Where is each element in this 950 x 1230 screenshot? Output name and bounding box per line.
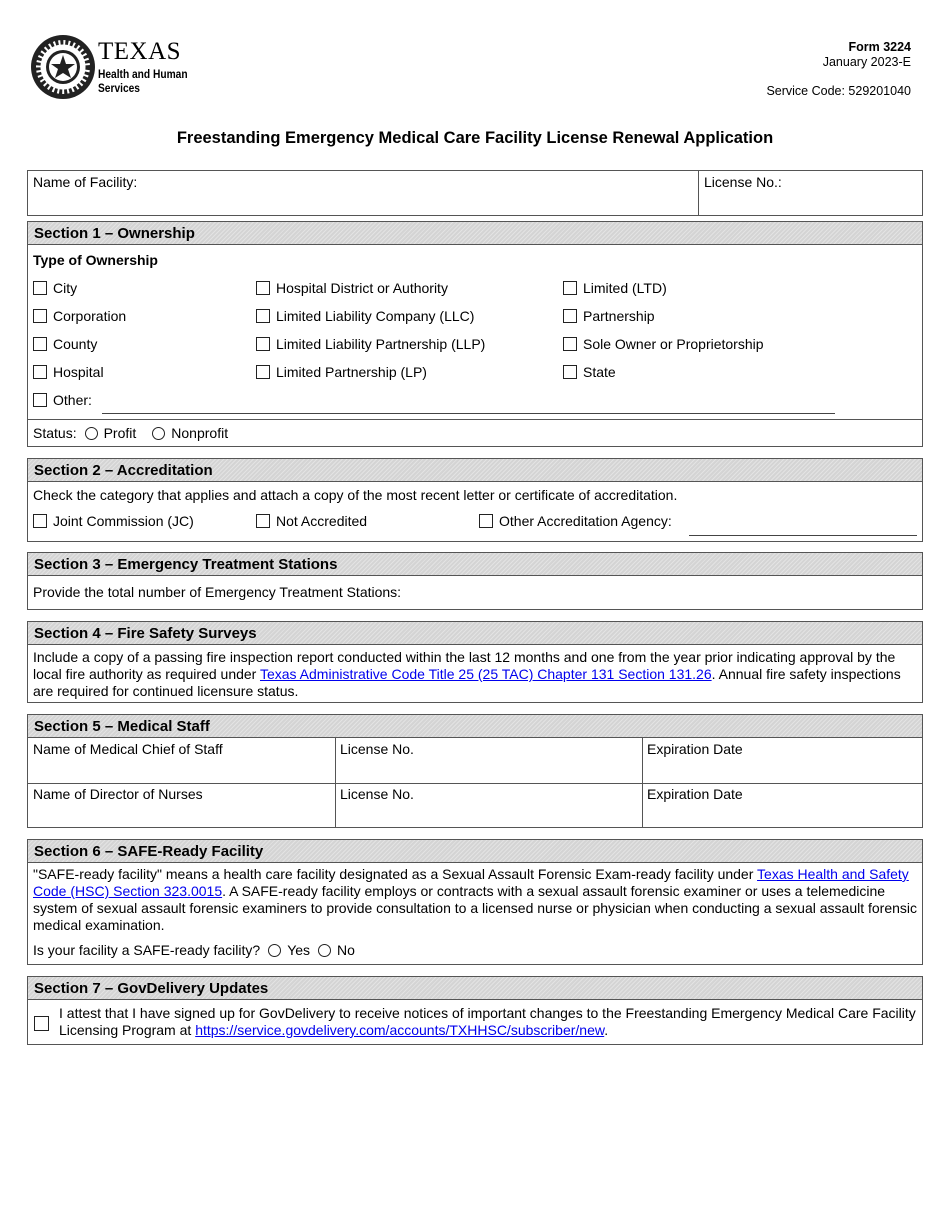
radio-yes[interactable]: [260, 942, 310, 958]
checkbox-ltd[interactable]: [563, 280, 667, 296]
safe-ready-question-row: [33, 942, 355, 958]
form-meta: [823, 40, 911, 70]
checkbox-label: Limited Liability Partnership (LLP): [276, 336, 486, 352]
checkbox-icon[interactable]: [33, 393, 47, 407]
hhs-logo: [30, 34, 200, 102]
section-3-header: Section 3 – Emergency Treatment Stations: [27, 552, 923, 576]
checkbox-sole-owner[interactable]: [563, 336, 764, 352]
radio-icon[interactable]: [152, 427, 165, 440]
facility-license-label: License No.:: [704, 174, 782, 190]
logo-texas-text: TEXAS: [98, 38, 182, 65]
section-6-body: [27, 862, 923, 965]
radio-icon[interactable]: [268, 944, 281, 957]
checkbox-label: Not Accredited: [276, 513, 368, 529]
checkbox-icon[interactable]: [33, 365, 47, 379]
chief-of-staff-label: Name of Medical Chief of Staff: [33, 741, 223, 757]
safe-ready-text-b: . A SAFE-ready facility employs or contracts with a sexual assault forensic examiner or uses a telemedicine system of sexual assault forensic examiners to provide consultation to a licensed nurse or physician when conducting a sexual assault forensic medical examination.: [33, 883, 918, 933]
checkbox-icon[interactable]: [33, 337, 47, 351]
checkbox-joint-commission[interactable]: [33, 513, 194, 529]
checkbox-corporation[interactable]: [33, 308, 126, 324]
safe-ready-question: Is your facility a SAFE-ready facility?: [33, 942, 261, 958]
section-5-header: Section 5 – Medical Staff: [27, 714, 923, 738]
checkbox-icon[interactable]: [33, 281, 47, 295]
checkbox-not-accredited[interactable]: [256, 513, 367, 529]
form-number: Form 3224: [848, 40, 911, 54]
checkbox-icon[interactable]: [33, 309, 47, 323]
radio-label: Yes: [287, 942, 311, 958]
radio-label: No: [337, 942, 355, 958]
checkbox-llc[interactable]: [256, 308, 474, 324]
checkbox-label: Limited Liability Company (LLC): [276, 308, 475, 324]
checkbox-hospital-district[interactable]: [256, 280, 448, 296]
checkbox-icon[interactable]: [479, 514, 493, 528]
texas-seal-icon: [30, 34, 96, 100]
checkbox-label: Joint Commission (JC): [53, 513, 194, 529]
accreditation-instruction: Check the category that applies and attach a copy of the most recent letter or certificate of accreditation.: [33, 487, 678, 503]
safe-ready-text-a: "SAFE-ready facility" means a health care facility designated as a Sexual Assault Forensic Exam-ready facility under: [33, 866, 758, 882]
checkbox-icon[interactable]: [256, 309, 270, 323]
checkbox-state[interactable]: [563, 364, 616, 380]
checkbox-city[interactable]: [33, 280, 77, 296]
checkbox-partnership[interactable]: [563, 308, 655, 324]
facility-row: [27, 170, 923, 216]
checkbox-label: Hospital District or Authority: [276, 280, 448, 296]
status-label: Status:: [33, 425, 77, 441]
checkbox-other[interactable]: [33, 392, 92, 408]
radio-label: Nonprofit: [171, 425, 229, 441]
checkbox-label: Partnership: [583, 308, 655, 324]
checkbox-other-agency[interactable]: [479, 513, 672, 529]
section-7-header: Section 7 – GovDelivery Updates: [27, 976, 923, 1000]
page-title: Freestanding Emergency Medical Care Facility License Renewal Application: [176, 129, 774, 147]
safe-ready-text: [33, 866, 919, 934]
chief-license-label: License No.: [340, 741, 414, 757]
logo-line-1: Health and Human: [98, 67, 188, 81]
checkbox-icon[interactable]: [256, 337, 270, 351]
checkbox-label: County: [53, 336, 98, 352]
checkbox-icon[interactable]: [563, 365, 577, 379]
govdelivery-text-b: .: [604, 1022, 609, 1038]
section-6-header: Section 6 – SAFE-Ready Facility: [27, 839, 923, 863]
treatment-stations-prompt: Provide the total number of Emergency Treatment Stations:: [33, 584, 402, 600]
fire-safety-text-a: Include a copy of a passing fire inspection report conducted within the last 12 months and one from the year prior indicating approval by the local fire authority as required under: [33, 649, 896, 682]
radio-nonprofit[interactable]: [144, 425, 228, 441]
checkbox-label: Other Accreditation Agency:: [499, 513, 672, 529]
chief-expiration-label: Expiration Date: [647, 741, 743, 757]
fire-safety-text: [33, 649, 913, 700]
checkbox-icon[interactable]: [256, 281, 270, 295]
ownership-type-label: Type of Ownership: [33, 252, 158, 268]
checkbox-county[interactable]: [33, 336, 97, 352]
radio-icon[interactable]: [85, 427, 98, 440]
checkbox-label: Sole Owner or Proprietorship: [583, 336, 764, 352]
logo-line-2: Services: [98, 81, 140, 95]
section-2-header: Section 2 – Accreditation: [27, 458, 923, 482]
checkbox-label: Hospital: [53, 364, 104, 380]
divider: [28, 419, 922, 420]
checkbox-icon[interactable]: [256, 365, 270, 379]
govdelivery-text: [59, 1005, 919, 1039]
section-1-header: Section 1 – Ownership: [27, 221, 923, 245]
director-expiration-label: Expiration Date: [647, 786, 743, 802]
checkbox-label: City: [53, 280, 78, 296]
divider: [698, 171, 699, 215]
radio-no[interactable]: [310, 942, 355, 958]
section-1-body: [27, 244, 923, 447]
director-license-label: License No.: [340, 786, 414, 802]
checkbox-lp[interactable]: [256, 364, 427, 380]
checkbox-label: State: [583, 364, 616, 380]
director-of-nurses-label: Name of Director of Nurses: [33, 786, 203, 802]
checkbox-icon[interactable]: [563, 309, 577, 323]
radio-icon[interactable]: [318, 944, 331, 957]
checkbox-icon[interactable]: [563, 337, 577, 351]
service-code: Service Code: 529201040: [766, 84, 911, 98]
facility-name-label: Name of Facility:: [33, 174, 138, 190]
tac-link[interactable]: Texas Administrative Code Title 25 (25 TAC) Chapter 131 Section 131.26: [259, 666, 712, 682]
checkbox-llp[interactable]: [256, 336, 485, 352]
govdelivery-text-a: I attest that I have signed up for GovDelivery to receive notices of important changes to the Freestanding Emergency Medical Care Facility Licensing Program at: [59, 1005, 916, 1038]
radio-profit[interactable]: [77, 425, 137, 441]
checkbox-label: Other:: [53, 392, 92, 408]
other-ownership-field[interactable]: [102, 413, 835, 414]
section-5-table: [27, 737, 923, 828]
checkbox-icon[interactable]: [256, 514, 270, 528]
section-3-body: [27, 575, 923, 610]
checkbox-hospital[interactable]: [33, 364, 104, 380]
checkbox-label: Limited Partnership (LP): [276, 364, 427, 380]
checkbox-icon[interactable]: [563, 281, 577, 295]
section-4-header: Section 4 – Fire Safety Surveys: [27, 621, 923, 645]
checkbox-label: Corporation: [53, 308, 127, 324]
checkbox-icon[interactable]: [33, 514, 47, 528]
form-date: January 2023-E: [822, 55, 911, 69]
section-4-body: [27, 644, 923, 703]
other-agency-field[interactable]: [689, 535, 917, 536]
divider: [28, 783, 922, 784]
govdelivery-link[interactable]: https://service.govdelivery.com/accounts/TXHHSC/subscriber/new: [195, 1022, 605, 1038]
checkbox-label: Limited (LTD): [583, 280, 667, 296]
govdelivery-checkbox[interactable]: [34, 1016, 49, 1031]
status-row: [33, 425, 228, 441]
section-2-body: [27, 481, 923, 542]
section-7-body: [27, 999, 923, 1045]
hsc-link[interactable]: Texas Health and Safety Code (HSC) Section 323.0015: [33, 866, 909, 899]
fire-safety-text-b: . Annual fire safety inspections are required for continued licensure status.: [33, 666, 901, 699]
radio-label: Profit: [103, 425, 137, 441]
